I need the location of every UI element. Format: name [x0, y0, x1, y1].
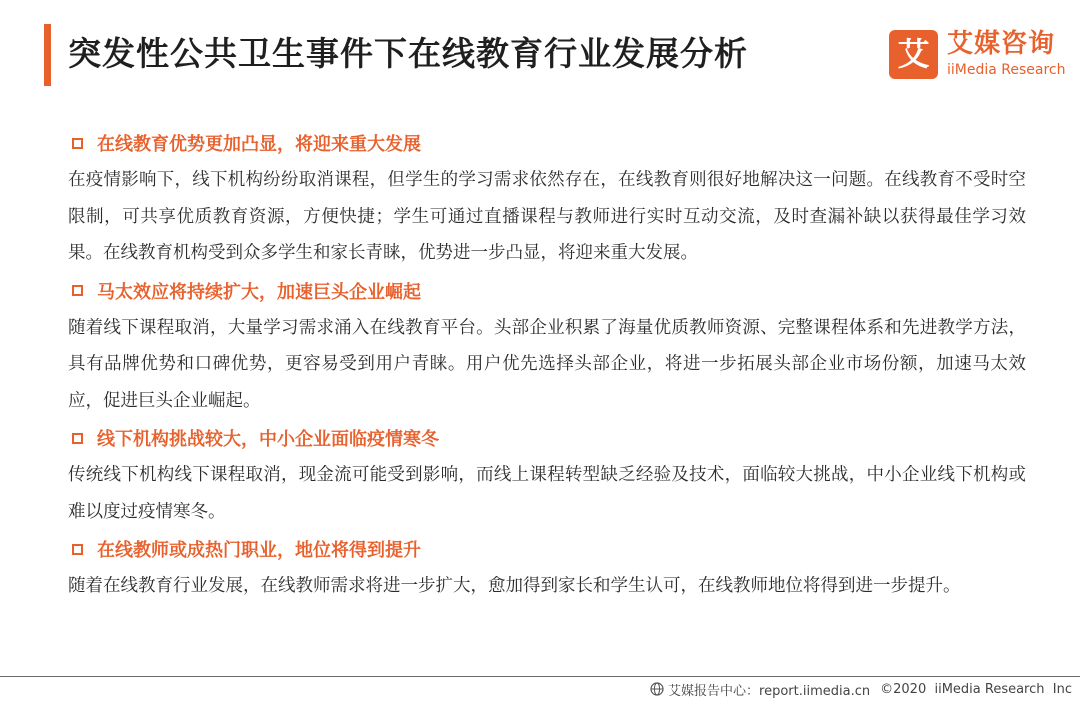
section-offline-challenges	[68, 419, 1026, 530]
footer	[650, 679, 1072, 699]
footer-divider	[0, 676, 1080, 677]
section-advantage	[68, 124, 1026, 272]
section-heading-text: 线下机构挑战较大，中小企业面临疫情寒冬	[97, 429, 439, 450]
section-heading	[68, 530, 1026, 568]
section-body: 随着线下课程取消，大量学习需求涌入在线教育平台。头部企业积累了海量优质教师资源、完整课程体系和先进教学方法，具有品牌优势和口碑优势，更容易受到用户青睐。用户优先选择头部企业，将进一步拓展头部企业市场份额，加速马太效应，促进巨头企业崛起。	[68, 317, 1026, 411]
checkbox-bullet-icon	[72, 285, 83, 296]
checkbox-bullet-icon	[72, 138, 83, 149]
section-heading	[68, 124, 1026, 162]
section-body: 在疫情影响下，线下机构纷纷取消课程，但学生的学习需求依然存在，在线教育则很好地解决这一问题。在线教育不受时空限制，可共享优质教育资源，方便快捷；学生可通过直播课程与教师进行实时互动交流，及时查漏补缺以获得最佳学习效果。在线教育机构受到众多学生和家长青睐，优势进一步凸显，将迎来重大发展。	[68, 170, 1026, 263]
logo-mark-icon: 艾	[889, 30, 938, 79]
checkbox-bullet-icon	[72, 544, 83, 555]
section-heading-text: 马太效应将持续扩大，加速巨头企业崛起	[97, 281, 421, 303]
footer-source: 艾媒报告中心：report.iimedia.cn	[668, 683, 871, 699]
article-content	[68, 124, 1026, 605]
section-heading-text: 在线教师或成热门职业，地位将得到提升	[97, 540, 421, 561]
section-online-teachers	[68, 530, 1026, 605]
section-body: 随着在线教育行业发展，在线教师需求将进一步扩大，愈加得到家长和学生认可，在线教师地位将得到进一步提升。	[68, 576, 961, 596]
section-heading-text: 在线教育优势更加凸显，将迎来重大发展	[97, 134, 421, 155]
section-heading	[68, 419, 1026, 457]
checkbox-bullet-icon	[72, 433, 83, 444]
title-accent-bar	[44, 24, 51, 86]
section-heading	[68, 272, 1026, 310]
section-matthew-effect	[68, 272, 1026, 420]
logo-name-cn: 艾媒咨询	[947, 29, 1056, 59]
footer-copyright: ©2020 iiMedia Research Inc	[880, 681, 1072, 697]
globe-icon	[650, 682, 664, 696]
page-title: 突发性公共卫生事件下在线教育行业发展分析	[68, 34, 748, 73]
brand-logo	[889, 29, 1066, 82]
section-body: 传统线下机构线下课程取消，现金流可能受到影响，而线上课程转型缺乏经验及技术，面临较大挑战，中小企业线下机构或难以度过疫情寒冬。	[68, 465, 1026, 522]
logo-name-en: iiMedia Research	[947, 62, 1066, 78]
